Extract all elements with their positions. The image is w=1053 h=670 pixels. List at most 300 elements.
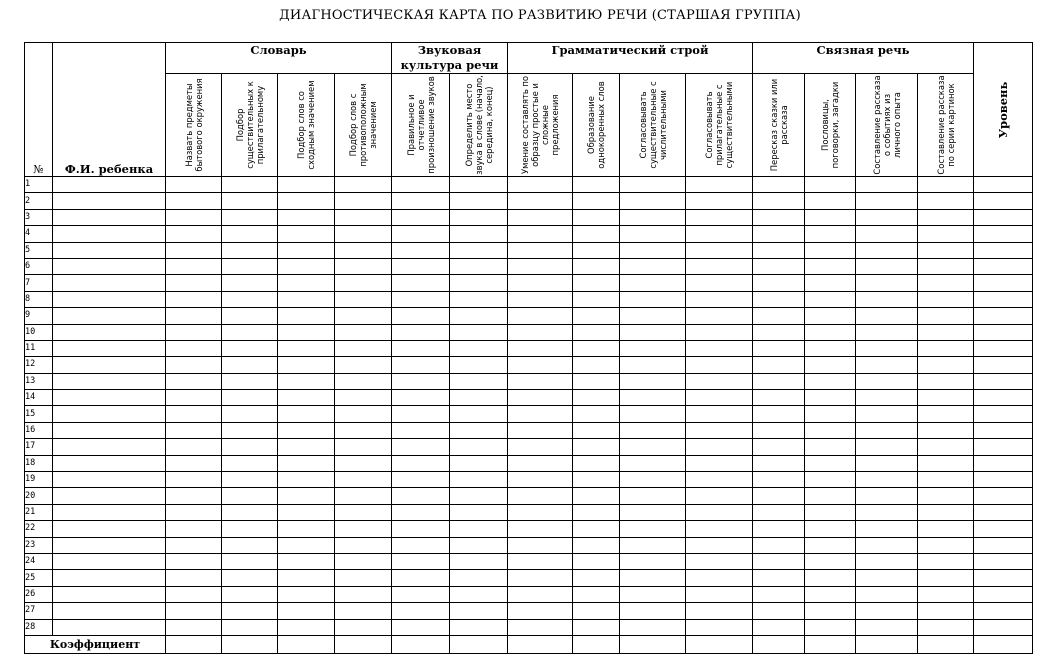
score-cell[interactable] — [392, 242, 450, 258]
score-cell[interactable] — [686, 472, 753, 488]
level-cell[interactable] — [974, 521, 1033, 537]
score-cell[interactable] — [222, 373, 278, 389]
score-cell[interactable] — [392, 226, 450, 242]
score-cell[interactable] — [166, 406, 222, 422]
score-cell[interactable] — [573, 553, 620, 569]
child-name-cell[interactable] — [53, 324, 166, 340]
score-cell[interactable] — [508, 586, 573, 602]
score-cell[interactable] — [166, 242, 222, 258]
score-cell[interactable] — [686, 619, 753, 635]
score-cell[interactable] — [805, 553, 856, 569]
score-cell[interactable] — [166, 619, 222, 635]
child-name-cell[interactable] — [53, 373, 166, 389]
score-cell[interactable] — [805, 488, 856, 504]
score-cell[interactable] — [753, 242, 805, 258]
score-cell[interactable] — [918, 209, 974, 225]
score-cell[interactable] — [805, 472, 856, 488]
score-cell[interactable] — [805, 619, 856, 635]
score-cell[interactable] — [686, 242, 753, 258]
score-cell[interactable] — [573, 226, 620, 242]
score-cell[interactable] — [856, 373, 918, 389]
level-cell[interactable] — [974, 603, 1033, 619]
score-cell[interactable] — [222, 586, 278, 602]
score-cell[interactable] — [620, 308, 686, 324]
score-cell[interactable] — [335, 406, 392, 422]
score-cell[interactable] — [620, 242, 686, 258]
score-cell[interactable] — [392, 537, 450, 553]
level-cell[interactable] — [974, 439, 1033, 455]
child-name-cell[interactable] — [53, 570, 166, 586]
score-cell[interactable] — [222, 406, 278, 422]
score-cell[interactable] — [918, 291, 974, 307]
score-cell[interactable] — [450, 226, 508, 242]
score-cell[interactable] — [508, 521, 573, 537]
child-name-cell[interactable] — [53, 537, 166, 553]
coefficient-cell[interactable] — [753, 635, 805, 653]
level-cell[interactable] — [974, 373, 1033, 389]
score-cell[interactable] — [573, 275, 620, 291]
score-cell[interactable] — [166, 521, 222, 537]
coefficient-cell[interactable] — [508, 635, 573, 653]
score-cell[interactable] — [753, 373, 805, 389]
score-cell[interactable] — [805, 537, 856, 553]
score-cell[interactable] — [918, 472, 974, 488]
coefficient-cell[interactable] — [573, 635, 620, 653]
score-cell[interactable] — [918, 177, 974, 193]
score-cell[interactable] — [686, 570, 753, 586]
score-cell[interactable] — [508, 537, 573, 553]
score-cell[interactable] — [620, 406, 686, 422]
score-cell[interactable] — [278, 193, 335, 209]
score-cell[interactable] — [620, 521, 686, 537]
score-cell[interactable] — [918, 439, 974, 455]
score-cell[interactable] — [450, 209, 508, 225]
score-cell[interactable] — [166, 390, 222, 406]
score-cell[interactable] — [753, 275, 805, 291]
score-cell[interactable] — [686, 357, 753, 373]
score-cell[interactable] — [573, 373, 620, 389]
score-cell[interactable] — [753, 291, 805, 307]
score-cell[interactable] — [753, 324, 805, 340]
coefficient-cell[interactable] — [686, 635, 753, 653]
score-cell[interactable] — [508, 291, 573, 307]
score-cell[interactable] — [278, 553, 335, 569]
score-cell[interactable] — [222, 619, 278, 635]
score-cell[interactable] — [753, 422, 805, 438]
score-cell[interactable] — [166, 226, 222, 242]
score-cell[interactable] — [508, 390, 573, 406]
level-cell[interactable] — [974, 226, 1033, 242]
level-cell[interactable] — [974, 340, 1033, 356]
score-cell[interactable] — [753, 570, 805, 586]
child-name-cell[interactable] — [53, 406, 166, 422]
score-cell[interactable] — [805, 406, 856, 422]
score-cell[interactable] — [805, 390, 856, 406]
score-cell[interactable] — [753, 504, 805, 520]
score-cell[interactable] — [450, 570, 508, 586]
level-cell[interactable] — [974, 472, 1033, 488]
coefficient-cell[interactable] — [918, 635, 974, 653]
score-cell[interactable] — [392, 390, 450, 406]
score-cell[interactable] — [166, 324, 222, 340]
level-cell[interactable] — [974, 586, 1033, 602]
score-cell[interactable] — [918, 324, 974, 340]
score-cell[interactable] — [278, 275, 335, 291]
score-cell[interactable] — [166, 373, 222, 389]
score-cell[interactable] — [620, 390, 686, 406]
score-cell[interactable] — [686, 406, 753, 422]
score-cell[interactable] — [508, 439, 573, 455]
score-cell[interactable] — [166, 553, 222, 569]
score-cell[interactable] — [278, 472, 335, 488]
score-cell[interactable] — [856, 472, 918, 488]
score-cell[interactable] — [620, 619, 686, 635]
score-cell[interactable] — [335, 472, 392, 488]
score-cell[interactable] — [392, 340, 450, 356]
score-cell[interactable] — [620, 570, 686, 586]
score-cell[interactable] — [392, 357, 450, 373]
score-cell[interactable] — [686, 340, 753, 356]
score-cell[interactable] — [753, 308, 805, 324]
child-name-cell[interactable] — [53, 291, 166, 307]
score-cell[interactable] — [686, 275, 753, 291]
score-cell[interactable] — [686, 177, 753, 193]
score-cell[interactable] — [805, 570, 856, 586]
score-cell[interactable] — [856, 357, 918, 373]
level-cell[interactable] — [974, 422, 1033, 438]
score-cell[interactable] — [278, 521, 335, 537]
score-cell[interactable] — [278, 504, 335, 520]
score-cell[interactable] — [335, 357, 392, 373]
score-cell[interactable] — [166, 177, 222, 193]
score-cell[interactable] — [222, 537, 278, 553]
score-cell[interactable] — [450, 291, 508, 307]
score-cell[interactable] — [620, 455, 686, 471]
score-cell[interactable] — [450, 472, 508, 488]
score-cell[interactable] — [573, 258, 620, 274]
score-cell[interactable] — [620, 177, 686, 193]
score-cell[interactable] — [686, 504, 753, 520]
score-cell[interactable] — [278, 488, 335, 504]
score-cell[interactable] — [573, 291, 620, 307]
score-cell[interactable] — [856, 439, 918, 455]
score-cell[interactable] — [278, 406, 335, 422]
score-cell[interactable] — [450, 177, 508, 193]
score-cell[interactable] — [805, 603, 856, 619]
score-cell[interactable] — [166, 275, 222, 291]
score-cell[interactable] — [856, 603, 918, 619]
score-cell[interactable] — [222, 308, 278, 324]
score-cell[interactable] — [686, 603, 753, 619]
score-cell[interactable] — [392, 472, 450, 488]
child-name-cell[interactable] — [53, 357, 166, 373]
score-cell[interactable] — [222, 455, 278, 471]
score-cell[interactable] — [805, 521, 856, 537]
score-cell[interactable] — [753, 226, 805, 242]
score-cell[interactable] — [508, 422, 573, 438]
score-cell[interactable] — [450, 324, 508, 340]
child-name-cell[interactable] — [53, 275, 166, 291]
score-cell[interactable] — [805, 439, 856, 455]
child-name-cell[interactable] — [53, 177, 166, 193]
score-cell[interactable] — [686, 193, 753, 209]
score-cell[interactable] — [278, 537, 335, 553]
score-cell[interactable] — [222, 242, 278, 258]
score-cell[interactable] — [222, 422, 278, 438]
score-cell[interactable] — [392, 439, 450, 455]
score-cell[interactable] — [450, 242, 508, 258]
score-cell[interactable] — [805, 324, 856, 340]
score-cell[interactable] — [805, 226, 856, 242]
score-cell[interactable] — [278, 226, 335, 242]
score-cell[interactable] — [166, 357, 222, 373]
score-cell[interactable] — [392, 603, 450, 619]
score-cell[interactable] — [335, 193, 392, 209]
score-cell[interactable] — [620, 291, 686, 307]
score-cell[interactable] — [856, 291, 918, 307]
score-cell[interactable] — [856, 308, 918, 324]
child-name-cell[interactable] — [53, 553, 166, 569]
score-cell[interactable] — [918, 537, 974, 553]
score-cell[interactable] — [573, 504, 620, 520]
level-cell[interactable] — [974, 390, 1033, 406]
score-cell[interactable] — [392, 177, 450, 193]
score-cell[interactable] — [450, 488, 508, 504]
score-cell[interactable] — [918, 603, 974, 619]
score-cell[interactable] — [450, 439, 508, 455]
score-cell[interactable] — [508, 275, 573, 291]
score-cell[interactable] — [573, 177, 620, 193]
score-cell[interactable] — [392, 553, 450, 569]
score-cell[interactable] — [856, 226, 918, 242]
score-cell[interactable] — [166, 488, 222, 504]
score-cell[interactable] — [686, 308, 753, 324]
score-cell[interactable] — [450, 357, 508, 373]
score-cell[interactable] — [573, 521, 620, 537]
score-cell[interactable] — [620, 193, 686, 209]
score-cell[interactable] — [508, 455, 573, 471]
score-cell[interactable] — [856, 324, 918, 340]
score-cell[interactable] — [918, 619, 974, 635]
level-cell[interactable] — [974, 488, 1033, 504]
score-cell[interactable] — [753, 472, 805, 488]
score-cell[interactable] — [686, 373, 753, 389]
score-cell[interactable] — [918, 357, 974, 373]
score-cell[interactable] — [753, 586, 805, 602]
score-cell[interactable] — [335, 258, 392, 274]
score-cell[interactable] — [450, 504, 508, 520]
score-cell[interactable] — [753, 390, 805, 406]
score-cell[interactable] — [278, 570, 335, 586]
level-cell[interactable] — [974, 177, 1033, 193]
score-cell[interactable] — [278, 340, 335, 356]
score-cell[interactable] — [805, 308, 856, 324]
score-cell[interactable] — [222, 570, 278, 586]
score-cell[interactable] — [335, 570, 392, 586]
score-cell[interactable] — [508, 357, 573, 373]
score-cell[interactable] — [856, 488, 918, 504]
coefficient-cell[interactable] — [278, 635, 335, 653]
score-cell[interactable] — [222, 472, 278, 488]
score-cell[interactable] — [620, 258, 686, 274]
score-cell[interactable] — [620, 373, 686, 389]
score-cell[interactable] — [918, 455, 974, 471]
score-cell[interactable] — [166, 586, 222, 602]
score-cell[interactable] — [856, 275, 918, 291]
score-cell[interactable] — [918, 586, 974, 602]
score-cell[interactable] — [620, 209, 686, 225]
score-cell[interactable] — [753, 488, 805, 504]
score-cell[interactable] — [450, 308, 508, 324]
score-cell[interactable] — [856, 177, 918, 193]
score-cell[interactable] — [450, 521, 508, 537]
score-cell[interactable] — [335, 586, 392, 602]
score-cell[interactable] — [856, 570, 918, 586]
score-cell[interactable] — [392, 193, 450, 209]
score-cell[interactable] — [450, 455, 508, 471]
level-cell[interactable] — [974, 537, 1033, 553]
score-cell[interactable] — [753, 177, 805, 193]
score-cell[interactable] — [753, 619, 805, 635]
score-cell[interactable] — [753, 193, 805, 209]
score-cell[interactable] — [805, 177, 856, 193]
score-cell[interactable] — [508, 177, 573, 193]
score-cell[interactable] — [573, 340, 620, 356]
score-cell[interactable] — [450, 340, 508, 356]
score-cell[interactable] — [166, 504, 222, 520]
score-cell[interactable] — [278, 177, 335, 193]
score-cell[interactable] — [918, 504, 974, 520]
score-cell[interactable] — [335, 390, 392, 406]
coefficient-cell[interactable] — [805, 635, 856, 653]
score-cell[interactable] — [278, 258, 335, 274]
score-cell[interactable] — [222, 275, 278, 291]
score-cell[interactable] — [166, 603, 222, 619]
score-cell[interactable] — [753, 209, 805, 225]
score-cell[interactable] — [392, 258, 450, 274]
score-cell[interactable] — [805, 242, 856, 258]
score-cell[interactable] — [450, 406, 508, 422]
score-cell[interactable] — [620, 340, 686, 356]
score-cell[interactable] — [918, 373, 974, 389]
coefficient-cell[interactable] — [620, 635, 686, 653]
coefficient-cell[interactable] — [974, 635, 1033, 653]
score-cell[interactable] — [918, 340, 974, 356]
score-cell[interactable] — [856, 340, 918, 356]
score-cell[interactable] — [450, 193, 508, 209]
score-cell[interactable] — [620, 488, 686, 504]
level-cell[interactable] — [974, 209, 1033, 225]
score-cell[interactable] — [335, 455, 392, 471]
score-cell[interactable] — [278, 455, 335, 471]
score-cell[interactable] — [805, 357, 856, 373]
level-cell[interactable] — [974, 291, 1033, 307]
score-cell[interactable] — [278, 373, 335, 389]
child-name-cell[interactable] — [53, 390, 166, 406]
score-cell[interactable] — [335, 373, 392, 389]
score-cell[interactable] — [222, 177, 278, 193]
score-cell[interactable] — [392, 406, 450, 422]
score-cell[interactable] — [392, 275, 450, 291]
score-cell[interactable] — [573, 422, 620, 438]
score-cell[interactable] — [753, 340, 805, 356]
score-cell[interactable] — [686, 537, 753, 553]
score-cell[interactable] — [508, 324, 573, 340]
score-cell[interactable] — [392, 488, 450, 504]
score-cell[interactable] — [918, 553, 974, 569]
coefficient-cell[interactable] — [222, 635, 278, 653]
child-name-cell[interactable] — [53, 504, 166, 520]
score-cell[interactable] — [573, 488, 620, 504]
score-cell[interactable] — [392, 209, 450, 225]
score-cell[interactable] — [686, 226, 753, 242]
score-cell[interactable] — [508, 619, 573, 635]
level-cell[interactable] — [974, 193, 1033, 209]
score-cell[interactable] — [620, 324, 686, 340]
score-cell[interactable] — [450, 258, 508, 274]
score-cell[interactable] — [278, 209, 335, 225]
score-cell[interactable] — [278, 422, 335, 438]
level-cell[interactable] — [974, 619, 1033, 635]
score-cell[interactable] — [918, 521, 974, 537]
score-cell[interactable] — [392, 324, 450, 340]
score-cell[interactable] — [392, 373, 450, 389]
score-cell[interactable] — [620, 504, 686, 520]
score-cell[interactable] — [335, 488, 392, 504]
score-cell[interactable] — [573, 324, 620, 340]
score-cell[interactable] — [805, 504, 856, 520]
score-cell[interactable] — [508, 603, 573, 619]
score-cell[interactable] — [335, 324, 392, 340]
level-cell[interactable] — [974, 504, 1033, 520]
score-cell[interactable] — [222, 258, 278, 274]
score-cell[interactable] — [686, 521, 753, 537]
score-cell[interactable] — [918, 242, 974, 258]
score-cell[interactable] — [686, 488, 753, 504]
score-cell[interactable] — [620, 226, 686, 242]
score-cell[interactable] — [856, 406, 918, 422]
score-cell[interactable] — [573, 472, 620, 488]
child-name-cell[interactable] — [53, 209, 166, 225]
score-cell[interactable] — [856, 537, 918, 553]
score-cell[interactable] — [335, 603, 392, 619]
level-cell[interactable] — [974, 324, 1033, 340]
score-cell[interactable] — [335, 619, 392, 635]
score-cell[interactable] — [508, 373, 573, 389]
score-cell[interactable] — [753, 553, 805, 569]
score-cell[interactable] — [805, 291, 856, 307]
score-cell[interactable] — [620, 537, 686, 553]
score-cell[interactable] — [805, 373, 856, 389]
score-cell[interactable] — [278, 324, 335, 340]
score-cell[interactable] — [278, 603, 335, 619]
score-cell[interactable] — [753, 603, 805, 619]
score-cell[interactable] — [222, 291, 278, 307]
score-cell[interactable] — [573, 209, 620, 225]
score-cell[interactable] — [278, 619, 335, 635]
score-cell[interactable] — [166, 422, 222, 438]
score-cell[interactable] — [753, 439, 805, 455]
coefficient-cell[interactable] — [392, 635, 450, 653]
score-cell[interactable] — [508, 504, 573, 520]
score-cell[interactable] — [450, 422, 508, 438]
score-cell[interactable] — [918, 570, 974, 586]
score-cell[interactable] — [450, 537, 508, 553]
score-cell[interactable] — [918, 308, 974, 324]
score-cell[interactable] — [222, 193, 278, 209]
score-cell[interactable] — [166, 439, 222, 455]
score-cell[interactable] — [166, 308, 222, 324]
